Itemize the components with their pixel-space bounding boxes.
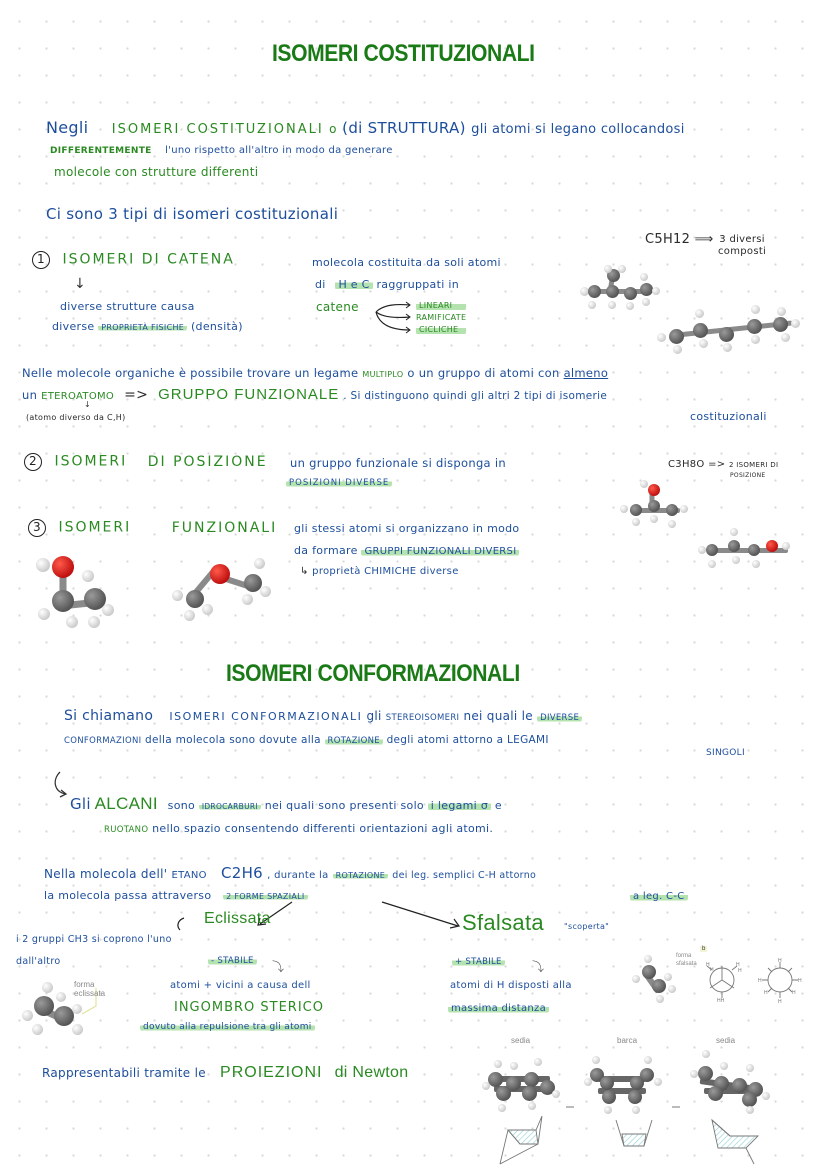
- number-badge-1: 1: [32, 251, 50, 269]
- catena-desc-2: [52, 320, 243, 333]
- cyclohexane-label-sedia-1: sedia: [511, 1036, 531, 1045]
- funzionali-desc-1: gli stessi atomi si organizzano in modo: [294, 522, 520, 535]
- sfalsata-reason-1: atomi di H disposti alla: [450, 980, 572, 991]
- gruppo-un-gruppo: o un gruppo di atomi con: [407, 366, 560, 380]
- conf-nei-quali: nei quali le: [463, 709, 533, 723]
- conf-def-line-2: [64, 734, 549, 746]
- etano-term: ETANO: [171, 870, 207, 881]
- eclissata-desc-1: i 2 gruppi CH3 si coprono l'uno: [16, 934, 172, 945]
- funzionali-desc-3: [300, 566, 459, 577]
- funzionali-title-b: FUNZIONALI: [171, 519, 278, 536]
- sfalsata-subtitle: "scoperta": [564, 922, 610, 931]
- svg-text:H: H: [736, 962, 740, 968]
- boat-conformation-image: [584, 1054, 664, 1114]
- gruppo-line-1: [22, 366, 608, 380]
- posizione-title-b: DI POSIZIONE: [147, 453, 268, 470]
- alcani-line-1: [70, 794, 502, 814]
- catena-heading: [32, 251, 235, 269]
- gruppo-eteroatomo: ETEROATOMO: [41, 391, 115, 402]
- formula-c5h12-text: C5H12: [645, 232, 691, 247]
- etano-rotazione: ROTAZIONE: [333, 871, 388, 880]
- conf-isomeri-conformazionali: ISOMERI CONFORMAZIONALI: [169, 710, 363, 723]
- gruppo-line-3: costituzionali: [690, 410, 767, 423]
- branch-ramificate: RAMIFICATE: [416, 313, 467, 322]
- intro-line-1: [46, 118, 685, 137]
- funzionali-desc-2: [294, 544, 519, 557]
- formula-c3h8o-result-2: POSIZIONE: [730, 472, 766, 479]
- number-badge-3: 3: [28, 519, 46, 537]
- catena-densita: (densità): [190, 320, 243, 333]
- alcani-nello-spazio: nello spazio consentendo differenti orientazioni agli atomi.: [152, 822, 494, 835]
- conf-def-line-1: [64, 708, 582, 724]
- formula-c5h12-result: [718, 234, 766, 258]
- gruppo-multiplo: MULTIPLO: [362, 370, 404, 379]
- sfalsata-reason-2: massima distanza: [448, 1003, 549, 1014]
- sfalsata-image-label: [676, 952, 697, 968]
- catena-di: di: [315, 278, 326, 291]
- implies-arrow-icon: =>: [124, 387, 149, 403]
- gruppo-si-distinguono: . Si distinguono quindi gli altri 2 tipi di isomerie: [343, 390, 608, 402]
- alcani-term: ALCANI: [94, 794, 158, 813]
- funzionali-da-formare: da formare: [294, 544, 358, 557]
- curved-down-arrow-icon-2: ⤵: [532, 960, 545, 974]
- posizione-title-a: ISOMERI: [54, 453, 128, 470]
- cyclohexane-label-sedia-2: sedia: [716, 1036, 736, 1045]
- alcani-gli: Gli: [70, 795, 91, 813]
- catena-proprieta-fisiche: PROPRIETÀ FISICHE: [98, 323, 187, 332]
- conf-gli: gli: [366, 709, 382, 723]
- page-title-costituzionali: ISOMERI COSTITUZIONALI: [272, 40, 535, 67]
- newton-line: [42, 1064, 408, 1082]
- catena-desc-1: diverse strutture causa: [60, 300, 195, 313]
- equilibrium-sign-icon-2: [672, 1106, 680, 1108]
- svg-text:HH: HH: [717, 998, 725, 1004]
- formula-c3h8o-arrow: =>: [708, 459, 726, 470]
- posizione-desc-1: un gruppo funzionale si disponga in: [290, 456, 506, 470]
- eclissata-reason-3: dovuto alla repulsione tra gli atomi: [140, 1022, 315, 1032]
- funzionali-gruppi-diversi: GRUPPI FUNZIONALI DIVERSI: [361, 546, 519, 557]
- chair-conformation-1-image: [480, 1050, 560, 1110]
- return-arrow-icon: ↳: [300, 566, 309, 577]
- eclissata-image-label-1: forma: [74, 980, 95, 989]
- chair-conformation-2-image: [690, 1048, 770, 1114]
- gruppo-almeno: almeno: [563, 366, 609, 380]
- intro-luno-rispetto: l'uno rispetto all'altro in modo da generare: [165, 145, 393, 156]
- catena-diverse: diverse: [52, 320, 95, 333]
- small-down-arrow-icon: ↓: [84, 400, 91, 409]
- alcani-sono: sono: [167, 799, 196, 812]
- pentane-molecule-image: [655, 305, 805, 355]
- svg-text:H: H: [792, 990, 796, 996]
- newton-proiezioni: PROIEZIONI: [220, 1064, 323, 1081]
- svg-text:H: H: [764, 990, 768, 996]
- svg-text:H: H: [758, 978, 762, 984]
- intro-gli-atomi: gli atomi si legano collocandosi: [471, 122, 685, 137]
- branch-cicliche: CICLICHE: [416, 324, 466, 336]
- formula-c3h8o: [668, 459, 778, 470]
- posizione-heading: [24, 453, 268, 471]
- alcani-nei-quali: nei quali sono presenti solo: [264, 799, 424, 812]
- newton-rappresentabili: Rappresentabili tramite le: [42, 1066, 206, 1080]
- funzionali-proprieta: proprietà CHIMICHE diverse: [312, 566, 459, 577]
- intro-line-3: molecole con strutture differenti: [54, 165, 259, 179]
- intro-line-2: [50, 145, 393, 156]
- formula-arrow: ⟹: [694, 232, 714, 247]
- dimethyl-ether-molecule-image: [170, 556, 270, 626]
- intro-differentemente: DIFFERENTEMENTE: [50, 146, 152, 156]
- conf-rotazione: ROTAZIONE: [325, 736, 383, 746]
- branch-arrows-icon: [374, 300, 414, 336]
- etano-durante: , durante la: [267, 870, 329, 881]
- catena-right-1: molecola costituita da soli atomi: [312, 256, 501, 269]
- sfalsata-image-label-1: forma: [676, 953, 692, 959]
- svg-text:H: H: [798, 978, 802, 984]
- funzionali-heading: [28, 519, 277, 537]
- etano-2-forme-spaziali: 2 FORME SPAZIALI: [223, 892, 307, 901]
- branch-lineari: LINEARI: [416, 300, 466, 312]
- svg-text:H: H: [738, 968, 742, 974]
- isopentane-molecule-image: [580, 265, 660, 315]
- etano-line-2-right: a leg. C-C: [630, 891, 688, 902]
- newman-projections-image: [700, 958, 810, 1004]
- alcani-line-2: [104, 822, 493, 835]
- svg-text:H: H: [778, 999, 782, 1004]
- intro-di-struttura: (di STRUTTURA): [342, 119, 466, 137]
- formula-result-line2: composti: [718, 246, 767, 257]
- eteroatomo-note: (atomo diverso da C,H): [26, 413, 126, 422]
- formula-c5h12: [645, 232, 714, 247]
- intro-isomeri-costituzionali: ISOMERI COSTITUZIONALI: [111, 122, 324, 137]
- alcani-idrocarburi: IDROCARBURI: [199, 802, 261, 811]
- eclissata-image-label: [74, 980, 105, 998]
- eclissata-ingombro-sterico: INGOMBRO STERICO: [174, 1000, 324, 1015]
- page-title-conformazionali: ISOMERI CONFORMAZIONALI: [226, 660, 520, 687]
- formula-c3h8o-text: C3H8O: [668, 459, 705, 470]
- alcani-e: e: [494, 799, 502, 812]
- types-intro: Ci sono 3 tipi di isomeri costituzionali: [46, 205, 339, 223]
- sfalsata-image-label-2: sfalsata: [676, 961, 697, 967]
- number-badge-2: 2: [24, 453, 42, 471]
- newton-di-newton: di Newton: [334, 1064, 409, 1081]
- eclissata-title: Eclissata: [204, 910, 271, 927]
- equilibrium-sign-icon: [566, 1106, 574, 1108]
- eclissata-image-label-2: eclissata: [74, 989, 106, 998]
- intro-o: o: [329, 122, 337, 136]
- svg-text:H: H: [706, 962, 710, 968]
- isopropanol-molecule-image: [620, 478, 690, 533]
- panel-tag-b: b: [702, 946, 706, 952]
- posizione-desc-2: POSIZIONI DIVERSE: [286, 478, 392, 488]
- etano-formula: C2H6: [220, 864, 263, 882]
- catena-branch-list: [416, 300, 466, 336]
- etano-line-1: [44, 864, 536, 882]
- etano-leg-semplici: dei leg. semplici C-H attorno: [392, 870, 537, 881]
- catena-title: ISOMERI DI CATENA: [62, 251, 235, 268]
- down-arrow-icon: ↓: [74, 276, 86, 292]
- gruppo-nelle-molecole: Nelle molecole organiche è possibile trovare un legame: [22, 366, 359, 380]
- eclissata-reason-1: atomi + vicini a causa dell: [170, 980, 311, 991]
- etano-nella-molecola: Nella molecola dell': [44, 867, 168, 881]
- etano-la-molecola-passa: la molecola passa attraverso: [44, 889, 212, 902]
- staggered-ethane-image: [630, 955, 680, 1005]
- alcani-ruotano: RUOTANO: [104, 825, 149, 835]
- alcani-legami-sigma: i legami σ: [428, 799, 491, 812]
- curved-down-arrow-icon: ⤵: [272, 960, 285, 974]
- cyclohexane-line-drawings: [494, 1114, 814, 1168]
- formula-result-line1: 3 diversi: [719, 234, 765, 245]
- funzionali-title-a: ISOMERI: [58, 519, 132, 536]
- conf-della-molecola: della molecola sono dovute alla: [145, 734, 321, 746]
- ethanol-molecule-image: [30, 552, 110, 632]
- intro-negli: Negli: [46, 118, 89, 137]
- conf-stereoisomeri: STEREOISOMERI: [385, 713, 460, 723]
- cyclohexane-label-barca: barca: [617, 1036, 638, 1045]
- conf-si-chiamano: Si chiamano: [64, 708, 154, 724]
- sfalsata-stability: + STABILE: [452, 957, 505, 967]
- catena-h-e-c: H e C: [335, 278, 372, 291]
- eclissata-stability: - STABILE: [208, 956, 257, 966]
- gruppo-line-2: [22, 386, 607, 403]
- conf-def-line-3: SINGOLI: [706, 748, 745, 758]
- gruppo-funzionale-term: GRUPPO FUNZIONALE: [158, 386, 340, 403]
- formula-c3h8o-result-1: 2 ISOMERI DI: [728, 461, 779, 469]
- gruppo-un: un: [22, 388, 38, 402]
- conf-diverse: DIVERSE: [537, 713, 582, 723]
- conf-conformazioni: CONFORMAZIONI: [64, 736, 142, 746]
- catena-right-2: [315, 278, 459, 291]
- sfalsata-title: Sfalsata: [462, 910, 544, 935]
- propanol-molecule-image: [698, 528, 798, 578]
- catena-raggruppati: raggruppati in: [376, 278, 459, 291]
- svg-text:H: H: [710, 967, 714, 973]
- svg-text:H: H: [778, 958, 782, 964]
- eclissata-desc-2: dall'altro: [16, 956, 61, 967]
- catena-catene: catene: [316, 300, 359, 314]
- conf-degli-atomi: degli atomi attorno a LEGAMI: [386, 734, 549, 746]
